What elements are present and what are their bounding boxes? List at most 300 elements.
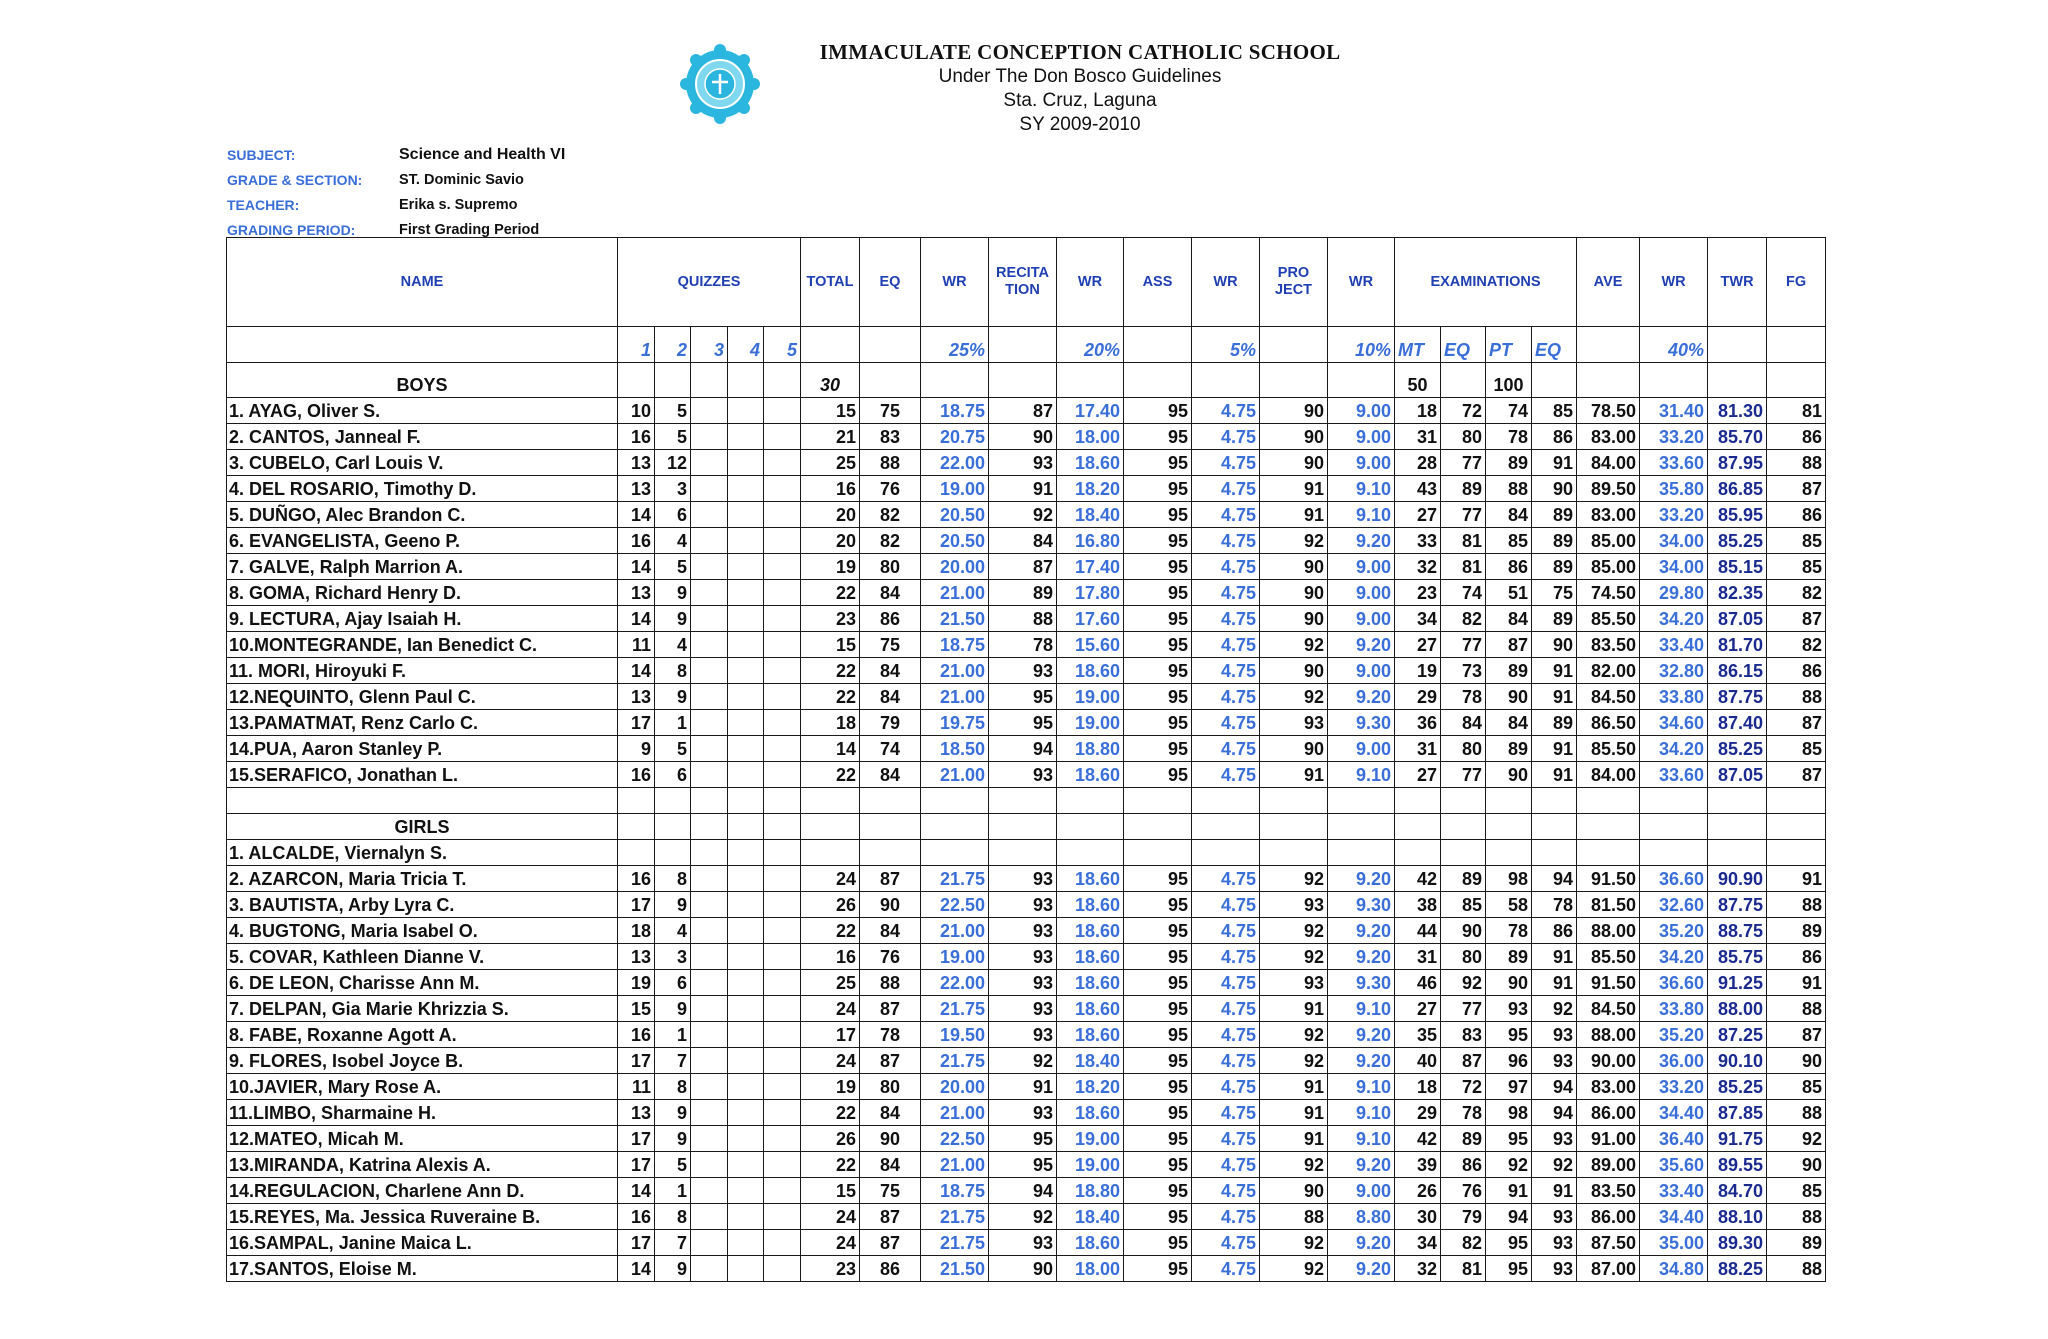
cell-ass: 95 (1124, 1074, 1192, 1100)
cell-q5 (764, 710, 801, 736)
cell-wr5: 33.40 (1640, 632, 1708, 658)
cell-ave: 86.50 (1577, 710, 1640, 736)
table-row (227, 502, 1826, 528)
cell-total: 22 (801, 658, 860, 684)
cell-q5 (764, 918, 801, 944)
cell-q3 (691, 892, 728, 918)
cell-rec: 93 (989, 866, 1057, 892)
table-row (227, 1230, 1826, 1256)
cell-wr2: 17.40 (1057, 554, 1124, 580)
cell-q5 (764, 502, 801, 528)
cell-pt: 78 (1486, 424, 1532, 450)
cell-wr1 (921, 840, 989, 866)
cell-total: 19 (801, 554, 860, 580)
cell-q3 (691, 840, 728, 866)
cell-mteq: 77 (1441, 762, 1486, 788)
table-row (227, 1152, 1826, 1178)
table-row (227, 840, 1826, 866)
cell-mt: 27 (1395, 996, 1441, 1022)
cell-total: 26 (801, 892, 860, 918)
cell-wr4: 9.20 (1328, 528, 1395, 554)
cell-pt (1486, 840, 1532, 866)
cell-pteq: 94 (1532, 866, 1577, 892)
cell-mt: 43 (1395, 476, 1441, 502)
cell-pt: 98 (1486, 866, 1532, 892)
cell-twr: 88.00 (1708, 996, 1767, 1022)
cell-eq: 76 (860, 476, 921, 502)
cell-mteq: 81 (1441, 1256, 1486, 1282)
cell-q5 (764, 1204, 801, 1230)
cell-q4 (728, 606, 764, 632)
cell-twr: 85.75 (1708, 944, 1767, 970)
teacher-row (227, 192, 565, 217)
cell-q3 (691, 1022, 728, 1048)
table-row (227, 762, 1826, 788)
cell-pt: 92 (1486, 1152, 1532, 1178)
cell-fg (1767, 840, 1826, 866)
cell-total: 18 (801, 710, 860, 736)
cell-eq: 88 (860, 970, 921, 996)
cell-total: 20 (801, 502, 860, 528)
cell-twr: 89.30 (1708, 1230, 1767, 1256)
cell-q3 (691, 1074, 728, 1100)
cell-pteq: 94 (1532, 1074, 1577, 1100)
cell-q3 (691, 1048, 728, 1074)
cell-eq: 80 (860, 1074, 921, 1100)
cell-eq: 79 (860, 710, 921, 736)
boys-header-row (227, 363, 1826, 398)
cell-wr1: 21.75 (921, 1204, 989, 1230)
cell-wr4: 9.00 (1328, 580, 1395, 606)
cell-q2: 8 (655, 866, 691, 892)
cell-twr: 86.85 (1708, 476, 1767, 502)
cell-proj: 92 (1260, 1230, 1328, 1256)
cell-q5 (764, 606, 801, 632)
student-name: 9. FLORES, Isobel Joyce B. (227, 1048, 618, 1074)
cell-pt: 74 (1486, 398, 1532, 424)
cell-wr1: 22.00 (921, 450, 989, 476)
cell-eq: 80 (860, 554, 921, 580)
cell-twr: 82.35 (1708, 580, 1767, 606)
cell-proj: 91 (1260, 1126, 1328, 1152)
cell-wr3: 4.75 (1192, 918, 1260, 944)
cell-q3 (691, 918, 728, 944)
cell-mt: 42 (1395, 1126, 1441, 1152)
cell-wr1: 18.75 (921, 1178, 989, 1204)
cell-rec: 92 (989, 1204, 1057, 1230)
table-row (227, 736, 1826, 762)
cell-wr2: 16.80 (1057, 528, 1124, 554)
cell-proj: 91 (1260, 502, 1328, 528)
student-name: 8. GOMA, Richard Henry D. (227, 580, 618, 606)
cell-proj (1260, 840, 1328, 866)
cell-q4 (728, 1048, 764, 1074)
cell-wr3: 4.75 (1192, 970, 1260, 996)
cell-pteq: 89 (1532, 554, 1577, 580)
cell-wr4: 9.20 (1328, 918, 1395, 944)
cell-q4 (728, 710, 764, 736)
cell-q3 (691, 528, 728, 554)
cell-wr1: 21.50 (921, 1256, 989, 1282)
col-project: PRO JECT (1260, 238, 1328, 327)
cell-q3 (691, 866, 728, 892)
cell-q4 (728, 1256, 764, 1282)
cell-twr: 87.75 (1708, 684, 1767, 710)
cell-total: 22 (801, 762, 860, 788)
cell-q1: 16 (618, 762, 655, 788)
table-row (227, 1126, 1826, 1152)
cell-fg: 85 (1767, 1178, 1826, 1204)
cell-wr4: 9.10 (1328, 1074, 1395, 1100)
cell-rec: 89 (989, 580, 1057, 606)
cell-q1: 13 (618, 450, 655, 476)
cell-q3 (691, 632, 728, 658)
col-ave: AVE (1577, 238, 1640, 327)
cell-wr2: 19.00 (1057, 1126, 1124, 1152)
cell-q1: 17 (618, 1126, 655, 1152)
cell-q3 (691, 1100, 728, 1126)
cell-ave: 83.00 (1577, 424, 1640, 450)
cell-q3 (691, 424, 728, 450)
cell-wr1: 18.75 (921, 632, 989, 658)
student-name: 15.SERAFICO, Jonathan L. (227, 762, 618, 788)
cell-ave: 88.00 (1577, 1022, 1640, 1048)
cell-q1: 9 (618, 736, 655, 762)
cell-q4 (728, 1230, 764, 1256)
col-wr-exam: WR (1640, 238, 1708, 327)
cell-rec: 93 (989, 1100, 1057, 1126)
cell-fg: 85 (1767, 1074, 1826, 1100)
cell-q2: 4 (655, 918, 691, 944)
cell-wr3: 4.75 (1192, 1048, 1260, 1074)
cell-q3 (691, 502, 728, 528)
cell-wr1: 21.75 (921, 1230, 989, 1256)
cell-wr1: 21.75 (921, 866, 989, 892)
cell-wr2: 18.60 (1057, 1100, 1124, 1126)
cell-q1: 11 (618, 1074, 655, 1100)
cell-rec: 94 (989, 736, 1057, 762)
cell-pt: 95 (1486, 1126, 1532, 1152)
cell-q3 (691, 606, 728, 632)
cell-q2: 9 (655, 1100, 691, 1126)
cell-mteq: 80 (1441, 944, 1486, 970)
cell-proj: 92 (1260, 1022, 1328, 1048)
cell-q4 (728, 580, 764, 606)
cell-q1: 17 (618, 1230, 655, 1256)
cell-fg: 89 (1767, 1230, 1826, 1256)
cell-total: 22 (801, 1100, 860, 1126)
student-name: 5. COVAR, Kathleen Dianne V. (227, 944, 618, 970)
cell-mt: 27 (1395, 502, 1441, 528)
cell-wr4: 9.30 (1328, 892, 1395, 918)
cell-proj: 92 (1260, 684, 1328, 710)
pt-eq-label: EQ (1532, 327, 1577, 363)
cell-proj: 90 (1260, 1178, 1328, 1204)
cell-proj: 88 (1260, 1204, 1328, 1230)
cell-ave: 85.50 (1577, 944, 1640, 970)
cell-wr5: 34.20 (1640, 606, 1708, 632)
cell-q2: 6 (655, 970, 691, 996)
cell-fg: 91 (1767, 970, 1826, 996)
cell-ave: 90.00 (1577, 1048, 1640, 1074)
cell-wr4: 9.20 (1328, 1230, 1395, 1256)
cell-wr2: 18.40 (1057, 502, 1124, 528)
table-row (227, 944, 1826, 970)
cell-wr4: 9.00 (1328, 424, 1395, 450)
cell-mteq: 84 (1441, 710, 1486, 736)
student-name: 17.SANTOS, Eloise M. (227, 1256, 618, 1282)
cell-wr2: 18.60 (1057, 1022, 1124, 1048)
cell-eq: 74 (860, 736, 921, 762)
cell-wr3: 4.75 (1192, 450, 1260, 476)
cell-ass: 95 (1124, 1204, 1192, 1230)
student-name: 12.NEQUINTO, Glenn Paul C. (227, 684, 618, 710)
cell-q4 (728, 1022, 764, 1048)
cell-mt: 27 (1395, 762, 1441, 788)
cell-ave: 86.00 (1577, 1100, 1640, 1126)
cell-q3 (691, 1126, 728, 1152)
cell-wr2: 18.60 (1057, 996, 1124, 1022)
cell-q4 (728, 840, 764, 866)
cell-wr5: 33.20 (1640, 1074, 1708, 1100)
cell-wr4: 9.10 (1328, 996, 1395, 1022)
cell-wr2: 19.00 (1057, 684, 1124, 710)
cell-wr4: 9.10 (1328, 1100, 1395, 1126)
cell-pteq: 93 (1532, 1022, 1577, 1048)
cell-ass: 95 (1124, 632, 1192, 658)
cell-mt: 33 (1395, 528, 1441, 554)
cell-wr3: 4.75 (1192, 1022, 1260, 1048)
table-row (227, 996, 1826, 1022)
cell-total: 22 (801, 580, 860, 606)
cell-fg: 88 (1767, 892, 1826, 918)
cell-mteq: 81 (1441, 554, 1486, 580)
cell-wr4: 9.00 (1328, 606, 1395, 632)
cell-q2: 8 (655, 1074, 691, 1100)
cell-wr1: 20.00 (921, 1074, 989, 1100)
cell-eq: 86 (860, 1256, 921, 1282)
cell-wr3: 4.75 (1192, 1230, 1260, 1256)
cell-q5 (764, 684, 801, 710)
cell-ave: 84.50 (1577, 996, 1640, 1022)
cell-proj: 90 (1260, 606, 1328, 632)
cell-wr5: 33.20 (1640, 424, 1708, 450)
cell-rec: 95 (989, 1152, 1057, 1178)
cell-twr: 90.10 (1708, 1048, 1767, 1074)
cell-wr5: 32.60 (1640, 892, 1708, 918)
cell-twr: 91.75 (1708, 1126, 1767, 1152)
cell-wr1: 22.50 (921, 892, 989, 918)
cell-q3 (691, 1152, 728, 1178)
cell-total: 14 (801, 736, 860, 762)
cell-wr4: 9.00 (1328, 450, 1395, 476)
mt-eq-label: EQ (1441, 327, 1486, 363)
header-row (227, 238, 1826, 327)
table-row (227, 398, 1826, 424)
cell-pteq: 85 (1532, 398, 1577, 424)
cell-rec: 93 (989, 658, 1057, 684)
cell-proj: 92 (1260, 1256, 1328, 1282)
cell-rec: 94 (989, 1178, 1057, 1204)
cell-q2: 9 (655, 892, 691, 918)
cell-pt: 90 (1486, 684, 1532, 710)
cell-mteq: 86 (1441, 1152, 1486, 1178)
cell-q2: 3 (655, 944, 691, 970)
cell-ave: 83.00 (1577, 502, 1640, 528)
cell-rec: 93 (989, 1022, 1057, 1048)
cell-mt: 44 (1395, 918, 1441, 944)
cell-q1: 13 (618, 580, 655, 606)
student-name: 11. MORI, Hiroyuki F. (227, 658, 618, 684)
cell-mteq: 80 (1441, 736, 1486, 762)
cell-wr5: 35.00 (1640, 1230, 1708, 1256)
cell-wr1: 22.50 (921, 1126, 989, 1152)
cell-wr5: 34.00 (1640, 528, 1708, 554)
cell-fg: 87 (1767, 476, 1826, 502)
table-row (227, 866, 1826, 892)
cell-pt: 58 (1486, 892, 1532, 918)
table-row (227, 684, 1826, 710)
mt-max: 50 (1395, 363, 1441, 398)
cell-q1: 16 (618, 1022, 655, 1048)
cell-wr2: 18.80 (1057, 1178, 1124, 1204)
cell-q1: 14 (618, 554, 655, 580)
cell-ass: 95 (1124, 502, 1192, 528)
cell-q2: 9 (655, 1126, 691, 1152)
cell-q3 (691, 554, 728, 580)
cell-q3 (691, 996, 728, 1022)
cell-wr3: 4.75 (1192, 554, 1260, 580)
cell-mt: 19 (1395, 658, 1441, 684)
cell-pt: 89 (1486, 944, 1532, 970)
cell-eq: 87 (860, 1230, 921, 1256)
cell-q4 (728, 1178, 764, 1204)
cell-rec: 95 (989, 684, 1057, 710)
table-row (227, 918, 1826, 944)
cell-q4 (728, 450, 764, 476)
student-name: 3. CUBELO, Carl Louis V. (227, 450, 618, 476)
cell-pt: 86 (1486, 554, 1532, 580)
cell-wr5: 33.60 (1640, 450, 1708, 476)
cell-pteq: 93 (1532, 1204, 1577, 1230)
cell-fg: 81 (1767, 398, 1826, 424)
cell-q3 (691, 944, 728, 970)
cell-wr4: 9.30 (1328, 710, 1395, 736)
cell-ass: 95 (1124, 1230, 1192, 1256)
cell-wr2: 18.60 (1057, 970, 1124, 996)
girls-label: GIRLS (227, 814, 618, 840)
cell-wr1: 18.50 (921, 736, 989, 762)
cell-eq: 78 (860, 1022, 921, 1048)
cell-wr1: 21.75 (921, 1048, 989, 1074)
cell-proj: 92 (1260, 918, 1328, 944)
cell-ass: 95 (1124, 580, 1192, 606)
cell-wr1: 21.00 (921, 684, 989, 710)
cell-ass: 95 (1124, 736, 1192, 762)
table-row (227, 1022, 1826, 1048)
cell-q4 (728, 866, 764, 892)
cell-pteq: 92 (1532, 1152, 1577, 1178)
cell-ass: 95 (1124, 710, 1192, 736)
cell-q1: 17 (618, 1152, 655, 1178)
cell-rec: 92 (989, 502, 1057, 528)
cell-rec: 90 (989, 1256, 1057, 1282)
cell-ave: 87.50 (1577, 1230, 1640, 1256)
cell-fg: 87 (1767, 762, 1826, 788)
cell-pt: 84 (1486, 710, 1532, 736)
cell-total: 16 (801, 944, 860, 970)
cell-fg: 87 (1767, 1022, 1826, 1048)
cell-q2: 9 (655, 606, 691, 632)
cell-mteq: 72 (1441, 1074, 1486, 1100)
cell-eq: 75 (860, 632, 921, 658)
cell-mt (1395, 840, 1441, 866)
cell-wr5: 36.60 (1640, 970, 1708, 996)
boys-label: BOYS (227, 363, 618, 398)
cell-wr3: 4.75 (1192, 684, 1260, 710)
cell-q5 (764, 736, 801, 762)
cell-mteq: 74 (1441, 580, 1486, 606)
cell-twr: 88.10 (1708, 1204, 1767, 1230)
cell-q5 (764, 892, 801, 918)
cell-q1: 16 (618, 424, 655, 450)
cell-pteq: 93 (1532, 1126, 1577, 1152)
cell-q2: 6 (655, 502, 691, 528)
cell-q1: 13 (618, 476, 655, 502)
cell-ass: 95 (1124, 528, 1192, 554)
col-wr-ass: WR (1192, 238, 1260, 327)
cell-wr2: 18.20 (1057, 476, 1124, 502)
cell-twr: 87.85 (1708, 1100, 1767, 1126)
cell-q1: 10 (618, 398, 655, 424)
cell-wr3: 4.75 (1192, 944, 1260, 970)
total-max: 30 (801, 363, 860, 398)
cell-wr2: 18.60 (1057, 658, 1124, 684)
cell-total: 23 (801, 606, 860, 632)
cell-q5 (764, 658, 801, 684)
cell-q3 (691, 1204, 728, 1230)
cell-wr1: 20.50 (921, 502, 989, 528)
cell-pteq: 93 (1532, 1230, 1577, 1256)
cell-rec: 84 (989, 528, 1057, 554)
cell-wr1: 19.00 (921, 476, 989, 502)
cell-total: 16 (801, 476, 860, 502)
cell-wr3 (1192, 840, 1260, 866)
cell-mteq: 72 (1441, 398, 1486, 424)
cell-q1 (618, 840, 655, 866)
cell-rec: 93 (989, 450, 1057, 476)
cell-wr4: 9.20 (1328, 1048, 1395, 1074)
cell-total: 19 (801, 1074, 860, 1100)
cell-q2: 4 (655, 528, 691, 554)
cell-q2: 3 (655, 476, 691, 502)
cell-rec: 93 (989, 762, 1057, 788)
cell-wr1: 20.75 (921, 424, 989, 450)
cell-q2: 7 (655, 1230, 691, 1256)
school-guidelines: Under The Don Bosco Guidelines (938, 66, 1222, 87)
col-fg: FG (1767, 238, 1826, 327)
teacher-label: TEACHER: (227, 196, 300, 213)
cell-q4 (728, 762, 764, 788)
cell-q1: 14 (618, 606, 655, 632)
col-recitation: RECITA TION (989, 238, 1057, 327)
cell-q4 (728, 658, 764, 684)
cell-wr5: 34.20 (1640, 944, 1708, 970)
cell-proj: 93 (1260, 710, 1328, 736)
assignment-weight: 5% (1192, 327, 1260, 363)
cell-q4 (728, 1100, 764, 1126)
cell-ass: 95 (1124, 606, 1192, 632)
